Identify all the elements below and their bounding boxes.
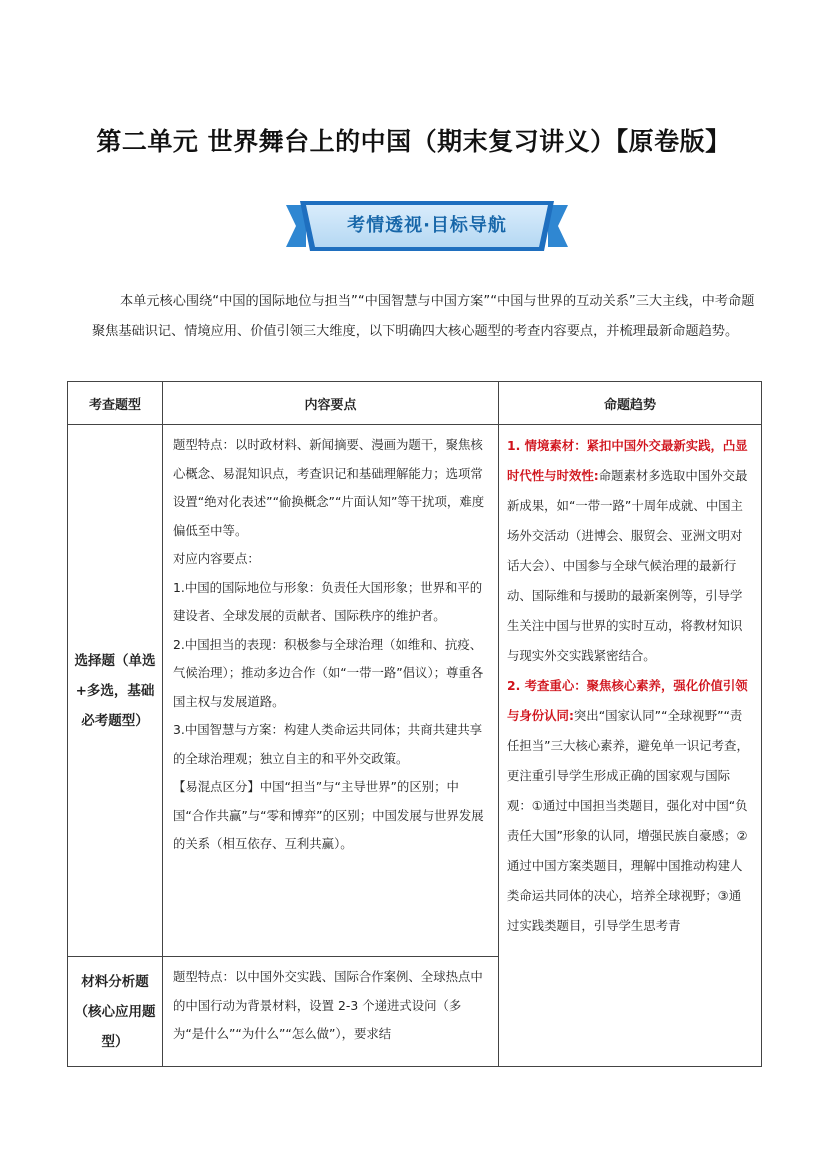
trend-body-1: 命题素材多选取中国外交最新成果，如“一带一路”十周年成就、中国主场外交活动（进博会、服贸会、亚洲文明对话大会）、中国参与全球气候治理的最新行动、国际维和与援助的最新案例等，引导学生关注中国与世界的实时互动，将教材知识与现实外交实践紧密结合。 (507, 468, 748, 663)
page-title: 第二单元 世界舞台上的中国（期末复习讲义）【原卷版】 (96, 127, 731, 156)
content-paragraph: 3.中国智慧与方案：构建人类命运共同体；共商共建共享的全球治理观；独立自主的和平外交政策。 (173, 722, 483, 766)
trend-heading-2: 2. 考查重心：聚焦核心素养，强化价值引领与身份认同: (507, 678, 748, 723)
question-type-cell: 选择题（单选+多选，基础必考题型） (68, 425, 163, 957)
header-question-type: 考查题型 (68, 382, 163, 425)
table-row (68, 425, 762, 957)
content-paragraph: 题型特点：以时政材料、新闻摘要、漫画为题干，聚焦核心概念、易混知识点，考查识记和基础理解能力；选项常设置“绝对化表述”“偷换概念”“片面认知”等干扰项，难度偏低至中等。 (173, 437, 485, 538)
trend-heading-1: 1. 情境素材：紧扣中国外交最新实践，凸显时代性与时效性: (507, 438, 748, 483)
content-paragraph: 1.中国的国际地位与形象：负责任大国形象；世界和平的建设者、全球发展的贡献者、国际秩序的维护者。 (173, 579, 483, 623)
trend-cell (499, 425, 762, 1067)
content-paragraph: 题型特点：以中国外交实践、国际合作案例、全球热点中的中国行动为背景材料，设置 2-3 个递进式设问（多为“是什么”“为什么”“怎么做”），要求结 (173, 969, 483, 1041)
trend-body-2: 突出“国家认同”“全球视野”“责任担当”三大核心素养，避免单一识记考查，更注重引导学生形成正确的国家观与国际观：①通过中国担当类题目，强化对中国“负责任大国”形象的认同，增强民族自豪感；②通过中国方案类题目，理解中国推动构建人类命运共同体的决心，培养全球视野；③通过实践类题目，引导学生思考青 (507, 708, 749, 933)
content-paragraph: 【易混点区分】中国“担当”与“主导世界”的区别；中国“合作共赢”与“零和博弈”的区别；中国发展与世界发展的关系（相互依存、互利共赢）。 (173, 779, 484, 851)
content-points-cell (163, 425, 499, 957)
header-trend: 命题趋势 (499, 382, 762, 425)
question-type-cell: 材料分析题（核心应用题型） (68, 957, 163, 1067)
banner-title: 考情透视·目标导航 (347, 215, 507, 236)
intro-paragraph: 本单元核心围绕“中国的国际地位与担当”“中国智慧与中国方案”“中国与世界的互动关系”三大主线，中考命题聚焦基础识记、情境应用、价值引领三大维度，以下明确四大核心题型的考查内容要点，并梳理最新命题趋势。 (92, 294, 755, 339)
section-banner (286, 199, 568, 253)
content-points-cell (163, 957, 499, 1067)
content-paragraph: 2.中国担当的表现：积极参与全球治理（如维和、抗疫、气候治理）；推动多边合作（如“一带一路”倡议）；尊重各国主权与发展道路。 (173, 636, 484, 709)
content-paragraph: 对应内容要点： (173, 551, 260, 566)
header-content-points: 内容要点 (163, 382, 499, 425)
table-header-row (68, 382, 762, 425)
exam-analysis-table (67, 381, 762, 1067)
